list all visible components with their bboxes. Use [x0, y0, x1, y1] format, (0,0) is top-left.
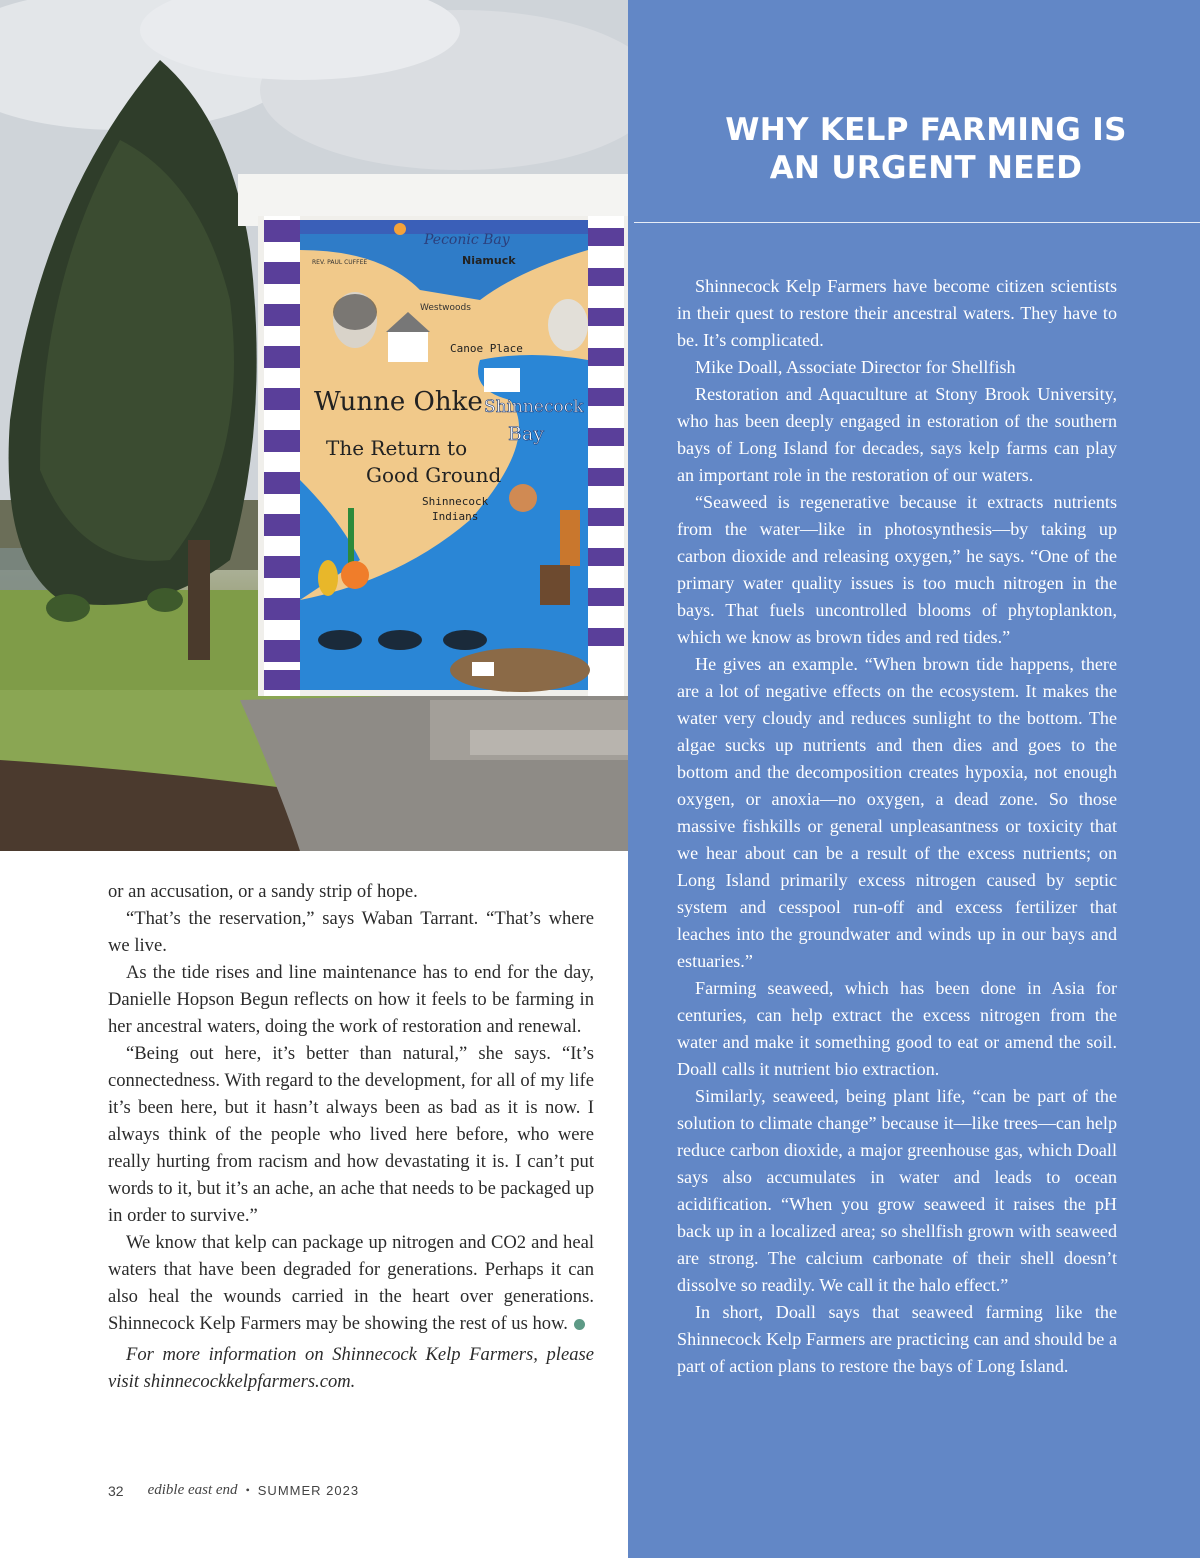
stripe-left — [264, 216, 300, 696]
page-number: 32 — [108, 1482, 124, 1499]
mural-text-peconic: Peconic Bay — [424, 232, 510, 248]
mural-text-canoe-place: Canoe Place — [450, 342, 523, 355]
mural-text-shinnecock-indians: Shinnecock — [422, 495, 489, 508]
mural-text-plaque: REV. PAUL CUFFEE — [312, 259, 368, 266]
sidebar-title-line1: WHY KELP FARMING IS — [725, 112, 1127, 148]
mural-text-indians: Indians — [432, 510, 479, 523]
sidebar-title — [628, 111, 1196, 187]
sidebar-panel — [628, 0, 1200, 1558]
sidebar-paragraph: Similarly, seaweed, being plant life, “can be part of the solution to climate change” because it—like trees—can help reduce carbon dioxide, a major greenhouse gas, which Doall says also accumulates in water and leads to ocean acidification. “When you grow seaweed it raises the pH back up in a localized area; so shellfish grown with seaweed are strong. The calcium carbonate of their shell doesn’t dissolve so readily. We call it the halo effect.” — [677, 1086, 1117, 1295]
mural-illustration — [0, 0, 628, 851]
stripe-right — [588, 216, 624, 696]
article-paragraph: “That’s the reservation,” says Waban Tarrant. “That’s where we live. — [108, 908, 594, 956]
mural-text-niamuck: Niamuck — [462, 254, 516, 267]
article-paragraph: or an accusation, or a sandy strip of hope. — [108, 881, 418, 902]
more-info-note — [108, 1341, 594, 1395]
article-paragraph: As the tide rises and line maintenance has to end for the day, Danielle Hopson Begun reflects on how it feels to be farming in her ancestral waters, doing the work of restoration and renewal. — [108, 962, 594, 1037]
page-footer — [108, 1482, 359, 1499]
sidebar-paragraph: In short, Doall says that seaweed farming like the Shinnecock Kelp Farmers are practicing can and should be a part of action plans to restore the bays of Long Island. — [677, 1302, 1117, 1376]
mural-text-wunne-ohke: Wunne Ohke — [314, 387, 483, 417]
sidebar-paragraph: Shinnecock Kelp Farmers have become citizen scientists in their quest to restore their ancestral waters. They have to be. It’s complicated. — [677, 276, 1117, 350]
magazine-name: edible east end — [147, 1482, 238, 1498]
mural-text-return-to: The Return to — [326, 436, 468, 460]
sidebar-paragraph: Restoration and Aquaculture at Stony Brook University, who has been deeply engaged in estoration of the southern bays of Long Island for decades, says kelp farms can play an important role in the restoration of our waters. — [677, 384, 1117, 485]
issue-label: SUMMER 2023 — [257, 1483, 360, 1498]
sidebar-divider — [634, 222, 1200, 223]
mural-text-shinnecock: Shinnecock — [484, 397, 584, 417]
sidebar-paragraph: Mike Doall, Associate Director for Shellfish — [695, 357, 1016, 377]
mural-text-westwoods: Westwoods — [420, 303, 471, 313]
end-mark-icon — [574, 1319, 585, 1330]
footer-bullet: • — [245, 1483, 250, 1497]
mural-text-bay: Bay — [508, 423, 545, 445]
article-paragraph: “Being out here, it’s better than natural,” she says. “It’s connectedness. With regard to the development, for all of my life it’s been here, but it hasn’t always been as bad as it is now. I always think of the people who lived here before, who were really hurting from racism and how devastating it is. I can’t put words to it, but it’s an ache, an ache that needs to be packaged up in order to survive.” — [108, 1043, 594, 1226]
article-paragraph-last — [108, 1229, 594, 1337]
mural-photo — [0, 0, 628, 851]
sidebar-paragraph: He gives an example. “When brown tide happens, there are a lot of negative effects on the ecosystem. It makes the water very cloudy and reduces sunlight to the bottom. The algae sucks up nutrients and then dies and goes to the bottom and the decomposition creates hypoxia, not enough oxygen, or anoxia—no oxygen, a dead zone. So those massive fishkills or general unpleasantness or toxicity that we hear about can be a result of the excess nutrients; on Long Island primarily excess nitrogen caused by septic system and cesspool run-off and excess fertilizer that leaches into the groundwater and winds up in our bays and estuaries.” — [677, 654, 1117, 971]
sidebar-body — [677, 273, 1117, 1380]
sidebar-paragraph: “Seaweed is regenerative because it extracts nutrients from the water—like in photosynthesis—by taking up carbon dioxide and releasing oxygen,” he says. “One of the primary water quality issues is too much nitrogen in the bays. That fuels uncontrolled blooms of phytoplankton, which we know as brown tides and red tides.” — [677, 492, 1117, 647]
article-paragraph-text: We know that kelp can package up nitrogen and CO2 and heal waters that have been degraded for generations. Perhaps it can also heal the wounds carried in the heart over generations. Shinnecock Kelp Farmers may be showing the rest of us how. — [108, 1232, 594, 1334]
more-info-text: For more information on Shinnecock Kelp Farmers, please visit shinnecockkelpfarmers.com. — [108, 1344, 594, 1392]
sidebar-title-line2: AN URGENT NEED — [769, 150, 1083, 186]
mural-text-good-ground: Good Ground — [366, 463, 502, 487]
article-body — [108, 878, 594, 1337]
sidebar-paragraph: Farming seaweed, which has been done in Asia for centuries, can help extract the excess nitrogen from the water and make it something good to eat or amend the soil. Doall calls it nutrient bio extraction. — [677, 978, 1117, 1079]
